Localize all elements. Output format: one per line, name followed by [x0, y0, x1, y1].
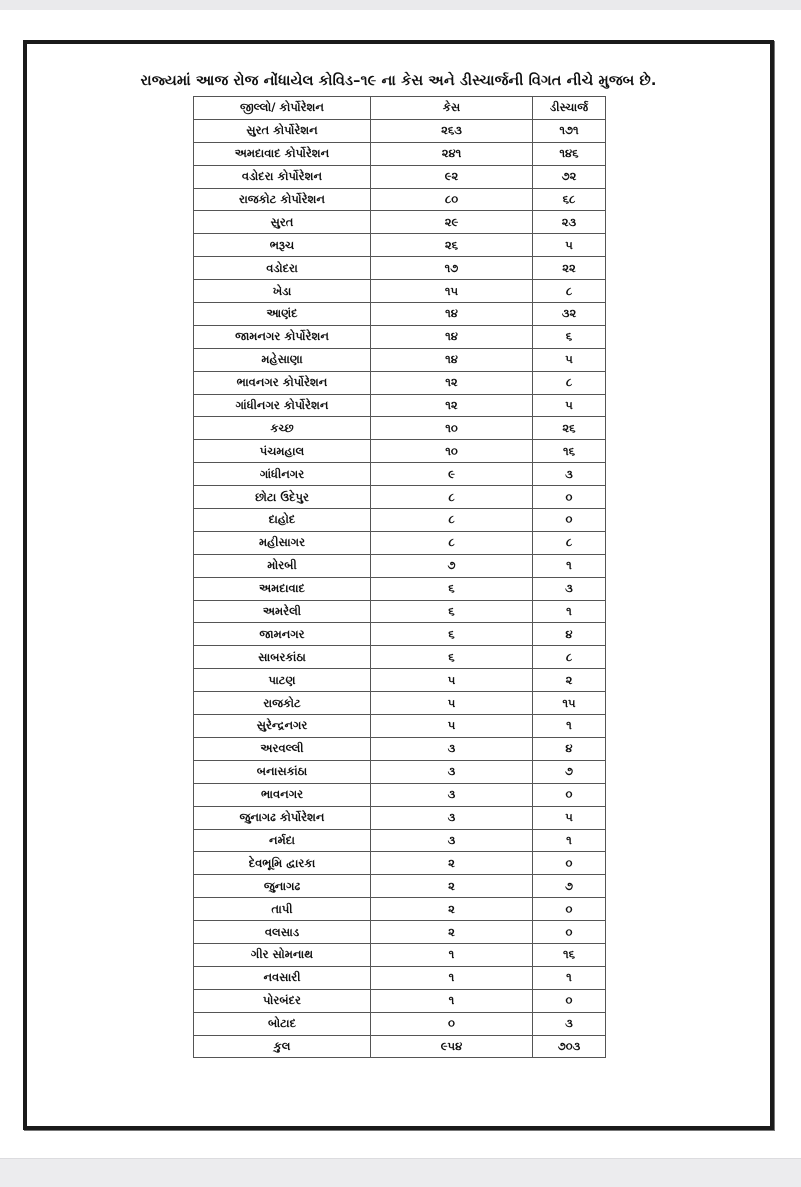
- district-cell: ભાવનગર: [194, 783, 371, 806]
- table-row: [194, 829, 606, 852]
- table-row: [194, 119, 606, 142]
- discharge-cell: ૧૭૧: [533, 119, 606, 142]
- district-cell: ગાંધીનગર કોર્પોરેશન: [194, 394, 371, 417]
- table-row: [194, 188, 606, 211]
- district-cell: તાપી: [194, 898, 371, 921]
- table-row: [194, 852, 606, 875]
- discharge-cell: ૮: [533, 531, 606, 554]
- discharge-cell: ૬૮: [533, 188, 606, 211]
- bottom-strip: [0, 1158, 801, 1187]
- discharge-cell: ૩: [533, 577, 606, 600]
- table-row: [194, 600, 606, 623]
- cases-cell: ૬: [371, 646, 533, 669]
- table-row: [194, 760, 606, 783]
- discharge-cell: ૫: [533, 234, 606, 257]
- cases-cell: ૨૬૩: [371, 119, 533, 142]
- cases-cell: ૦: [371, 1012, 533, 1035]
- district-cell: રાજકોટ કોર્પોરેશન: [194, 188, 371, 211]
- discharge-cell: ૫: [533, 394, 606, 417]
- document-border-frame: [23, 40, 774, 1130]
- district-cell: અમદાવાદ કોર્પોરેશન: [194, 142, 371, 165]
- discharge-cell: ૧૫: [533, 692, 606, 715]
- district-cell: અમદાવાદ: [194, 577, 371, 600]
- cases-cell: ૯૨: [371, 165, 533, 188]
- table-row: [194, 280, 606, 303]
- header-district: જીલ્લો/ કોર્પોરેશન: [194, 97, 371, 120]
- district-cell: ભાવનગર કોર્પોરેશન: [194, 371, 371, 394]
- discharge-cell: ૨૨: [533, 257, 606, 280]
- district-cell: ગાંધીનગર: [194, 463, 371, 486]
- cases-cell: ૩: [371, 760, 533, 783]
- table-row: [194, 577, 606, 600]
- district-cell: નર્મદા: [194, 829, 371, 852]
- discharge-cell: ૦: [533, 509, 606, 532]
- cases-cell: ૩: [371, 783, 533, 806]
- cases-cell: ૮૦: [371, 188, 533, 211]
- discharge-cell: ૩: [533, 463, 606, 486]
- table-row: [194, 463, 606, 486]
- cases-cell: ૨૬: [371, 234, 533, 257]
- covid-cases-table: [193, 96, 606, 1058]
- district-cell: સુરેન્દ્રનગર: [194, 715, 371, 738]
- table-row: [194, 737, 606, 760]
- district-cell: પાટણ: [194, 669, 371, 692]
- district-cell: કચ્છ: [194, 417, 371, 440]
- total-label: કુલ: [194, 1035, 371, 1058]
- table-row: [194, 1012, 606, 1035]
- cases-cell: ૨: [371, 921, 533, 944]
- cases-cell: ૮: [371, 531, 533, 554]
- district-cell: બનાસકાંઠા: [194, 760, 371, 783]
- table-row: [194, 257, 606, 280]
- district-cell: સાબરકાંઠા: [194, 646, 371, 669]
- district-cell: દેવભૂમિ દ્વારકા: [194, 852, 371, 875]
- discharge-cell: ૮: [533, 371, 606, 394]
- table-row: [194, 943, 606, 966]
- table-row: [194, 715, 606, 738]
- discharge-cell: ૧૪૬: [533, 142, 606, 165]
- table-total-row: [194, 1035, 606, 1058]
- table-row: [194, 669, 606, 692]
- table-row: [194, 531, 606, 554]
- cases-cell: ૧૫: [371, 280, 533, 303]
- table-row: [194, 303, 606, 326]
- cases-cell: ૬: [371, 577, 533, 600]
- district-cell: અમરેલી: [194, 600, 371, 623]
- district-cell: જામનગર: [194, 623, 371, 646]
- cases-cell: ૬: [371, 623, 533, 646]
- cases-cell: ૫: [371, 715, 533, 738]
- cases-cell: ૬: [371, 600, 533, 623]
- district-cell: જુનાગઢ: [194, 875, 371, 898]
- total-discharge: ૭૦૩: [533, 1035, 606, 1058]
- cases-cell: ૧૪: [371, 348, 533, 371]
- district-cell: અરવલ્લી: [194, 737, 371, 760]
- discharge-cell: ૭૨: [533, 165, 606, 188]
- district-cell: નવસારી: [194, 966, 371, 989]
- discharge-cell: ૦: [533, 989, 606, 1012]
- cases-cell: ૩: [371, 829, 533, 852]
- table-row: [194, 211, 606, 234]
- header-discharge: ડીસ્ચાર્જ: [533, 97, 606, 120]
- table-row: [194, 554, 606, 577]
- cases-cell: ૧: [371, 966, 533, 989]
- discharge-cell: ૨૩: [533, 211, 606, 234]
- table-row: [194, 371, 606, 394]
- cases-cell: ૫: [371, 669, 533, 692]
- discharge-cell: ૩: [533, 1012, 606, 1035]
- document-page: [0, 10, 801, 1158]
- table-row: [194, 234, 606, 257]
- discharge-cell: ૪: [533, 737, 606, 760]
- table-row: [194, 806, 606, 829]
- discharge-cell: ૧૬: [533, 943, 606, 966]
- district-cell: સુરત કોર્પોરેશન: [194, 119, 371, 142]
- discharge-cell: ૦: [533, 852, 606, 875]
- table-row: [194, 623, 606, 646]
- table-row: [194, 783, 606, 806]
- cases-cell: ૮: [371, 486, 533, 509]
- cases-cell: ૧૪: [371, 325, 533, 348]
- discharge-cell: ૧: [533, 554, 606, 577]
- page-title: રાજ્યમાં આજ રોજ નોંધાયેલ કોવિડ–૧૯ ના કેસ અને ડીસ્ચાર્જની વિગત નીચે મુજબ છે.: [140, 73, 657, 89]
- district-cell: જુનાગઢ કોર્પોરેશન: [194, 806, 371, 829]
- discharge-cell: ૦: [533, 898, 606, 921]
- district-cell: સુરત: [194, 211, 371, 234]
- discharge-cell: ૧: [533, 600, 606, 623]
- district-cell: મહેસાણા: [194, 348, 371, 371]
- cases-cell: ૧૭: [371, 257, 533, 280]
- district-cell: છોટા ઉદેપુર: [194, 486, 371, 509]
- table-row: [194, 325, 606, 348]
- cases-cell: ૨: [371, 875, 533, 898]
- cases-cell: ૨: [371, 898, 533, 921]
- discharge-cell: ૪: [533, 623, 606, 646]
- cases-cell: ૫: [371, 692, 533, 715]
- discharge-cell: ૭: [533, 760, 606, 783]
- district-cell: રાજકોટ: [194, 692, 371, 715]
- cases-cell: ૩: [371, 737, 533, 760]
- table-row: [194, 165, 606, 188]
- table-row: [194, 142, 606, 165]
- cases-cell: ૧: [371, 989, 533, 1012]
- district-cell: વલસાડ: [194, 921, 371, 944]
- cases-cell: ૧૦: [371, 417, 533, 440]
- discharge-cell: ૫: [533, 806, 606, 829]
- district-cell: મોરબી: [194, 554, 371, 577]
- district-cell: ગીર સોમનાથ: [194, 943, 371, 966]
- discharge-cell: ૨૬: [533, 417, 606, 440]
- cases-cell: ૩: [371, 806, 533, 829]
- cases-cell: ૯: [371, 463, 533, 486]
- district-cell: મહીસાગર: [194, 531, 371, 554]
- discharge-cell: ૨: [533, 669, 606, 692]
- discharge-cell: ૧૬: [533, 440, 606, 463]
- table-row: [194, 898, 606, 921]
- cases-cell: ૮: [371, 509, 533, 532]
- discharge-cell: ૮: [533, 280, 606, 303]
- cases-cell: ૭: [371, 554, 533, 577]
- cases-cell: ૧૨: [371, 394, 533, 417]
- total-cases: ૯૫૪: [371, 1035, 533, 1058]
- discharge-cell: ૦: [533, 921, 606, 944]
- district-cell: પોરબંદર: [194, 989, 371, 1012]
- cases-cell: ૧૨: [371, 371, 533, 394]
- table-body: [194, 119, 606, 1035]
- table-row: [194, 394, 606, 417]
- header-cases: કેસ: [371, 97, 533, 120]
- district-cell: ભરૂચ: [194, 234, 371, 257]
- discharge-cell: ૬: [533, 325, 606, 348]
- table-row: [194, 348, 606, 371]
- district-cell: જામનગર કોર્પોરેશન: [194, 325, 371, 348]
- cases-cell: ૧૪: [371, 303, 533, 326]
- table-row: [194, 417, 606, 440]
- table-row: [194, 486, 606, 509]
- district-cell: ખેડા: [194, 280, 371, 303]
- discharge-cell: ૧: [533, 829, 606, 852]
- discharge-cell: ૧: [533, 715, 606, 738]
- table-row: [194, 989, 606, 1012]
- district-cell: પંચમહાલ: [194, 440, 371, 463]
- cases-cell: ૧: [371, 943, 533, 966]
- discharge-cell: ૩૨: [533, 303, 606, 326]
- cases-cell: ૨૪૧: [371, 142, 533, 165]
- table-row: [194, 440, 606, 463]
- cases-cell: ૧૦: [371, 440, 533, 463]
- district-cell: દાહોદ: [194, 509, 371, 532]
- table-row: [194, 966, 606, 989]
- cases-cell: ૨: [371, 852, 533, 875]
- district-cell: બોટાદ: [194, 1012, 371, 1035]
- discharge-cell: ૦: [533, 486, 606, 509]
- table-row: [194, 509, 606, 532]
- discharge-cell: ૫: [533, 348, 606, 371]
- discharge-cell: ૭: [533, 875, 606, 898]
- table-row: [194, 646, 606, 669]
- district-cell: વડોદરા: [194, 257, 371, 280]
- table-row: [194, 692, 606, 715]
- table-row: [194, 875, 606, 898]
- district-cell: આણંદ: [194, 303, 371, 326]
- discharge-cell: ૦: [533, 783, 606, 806]
- discharge-cell: ૧: [533, 966, 606, 989]
- discharge-cell: ૮: [533, 646, 606, 669]
- table-row: [194, 921, 606, 944]
- district-cell: વડોદરા કોર્પોરેશન: [194, 165, 371, 188]
- cases-cell: ૨૯: [371, 211, 533, 234]
- table-header-row: [194, 97, 606, 120]
